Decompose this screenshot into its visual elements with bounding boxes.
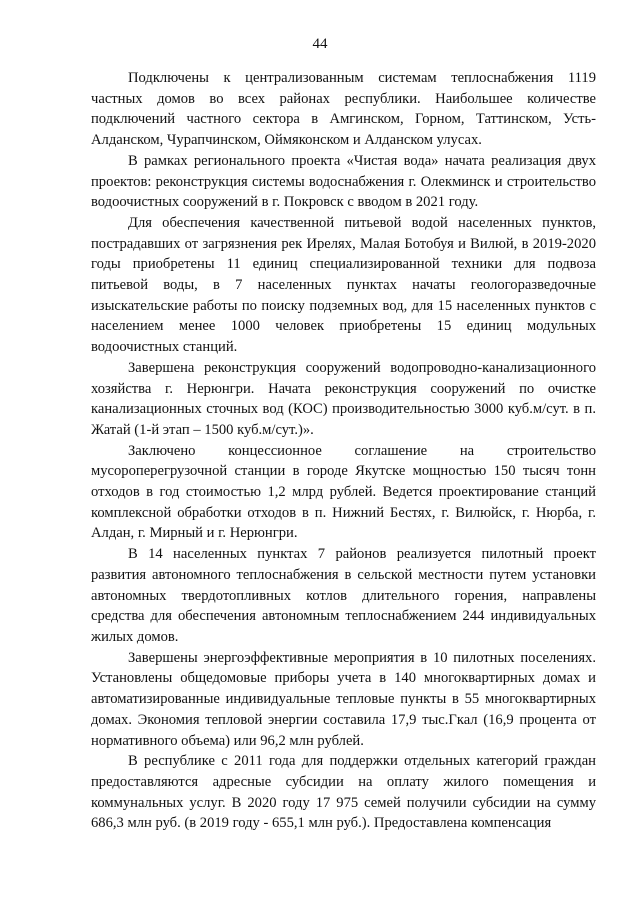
paragraph-autonomous-heating: В 14 населенных пунктах 7 районов реализуется пилотный проект развития автономного теплоснабжения в сельской местности путем установки автономных твердотопливных котлов длительного горения, направлены средства для обеспечения автономным теплоснабжением 244 индивидуальных жилых домов. [91,546,596,645]
paragraph-heat-supply: Подключены к централизованным системам теплоснабжения 1119 частных домов во всех районах республики. Наибольшее количестве подключений частного сектора в Амгинском, Горном, Таттинском, Усть-Алданском, Чурапчинском, Оймяконском и Алданском улусах. [91,70,596,149]
paragraph-neryungri-reconstruction: Завершена реконструкция сооружений водопроводно-канализационного хозяйства г. Нерюнгри. Начата реконструкция сооружений по очистке канализационных сточных вод (КОС) производительностью 3000 куб.м/сут. в п. Жатай (1-й этап – 1500 куб.м/сут.)». [91,359,596,438]
paragraph-clean-water: В рамках регионального проекта «Чистая вода» начата реализация двух проектов: реконструкция системы водоснабжения г. Олекминск и строительство водоочистных сооружений в г. Покровск с вводом в 2021 году. [91,152,596,211]
paragraph-housing-subsidies: В республике с 2011 года для поддержки отдельных категорий граждан предоставляются адресные субсидии на оплату жилого помещения и коммунальных услуг. В 2020 году 17 975 семей получили субсидии на сумму 686,3 млн руб. (в 2019 году - 655,1 млн руб.). Предоставлена компенсация [91,753,596,832]
paragraph-drinking-water: Для обеспечения качественной питьевой водой населенных пунктов, пострадавших от загрязнения рек Ирелях, Малая Ботобуя и Вилюй, в 2019-2020 годы приобретены 11 единиц специализированной техники для подвоза питьевой воды, в 7 населенных пунктах начаты геологоразведочные изыскательские работы по поиску подземных вод, для 15 населенных пунктов с населением менее 1000 человек приобретены 15 единиц модульных водоочистных станций. [91,214,596,356]
body-text [91,68,596,834]
paragraph-waste-concession: Заключено концессионное соглашение на строительство мусороперегрузочной станции в городе Якутске мощностью 150 тысяч тонн отходов в год стоимостью 1,2 млрд рублей. Ведется проектирование станций комплексной обработки отходов в п. Нижний Бестях, г. Вилюйск, г. Нюрба, г. Алдан, г. Мирный и г. Нерюнгри. [91,442,596,542]
page-number: 44 [312,36,328,52]
paragraph-energy-efficiency: Завершены энергоэффективные мероприятия в 10 пилотных поселениях. Установлены общедомовые приборы учета в 140 многоквартирных домах и автоматизированные индивидуальные тепловые пункты в 55 многоквартирных домах. Экономия тепловой энергии составила 17,9 тыс.Гкал (16,9 процента от нормативного объема) или 96,2 млн рублей. [91,649,596,749]
